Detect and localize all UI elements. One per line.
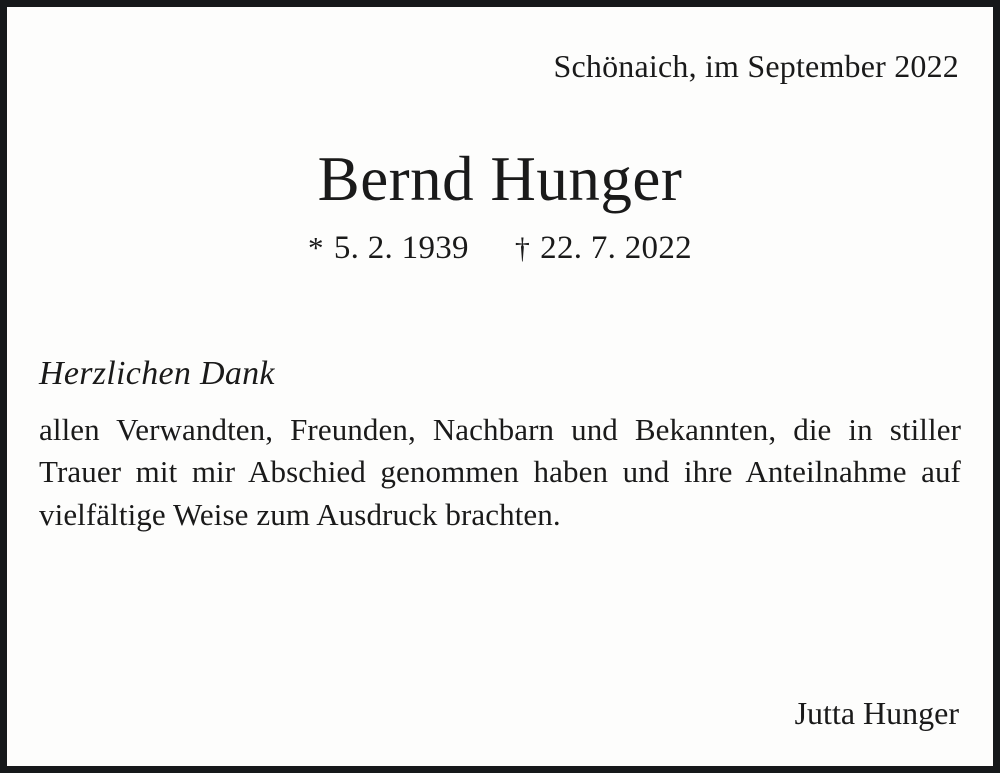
signature: Jutta Hunger: [794, 695, 959, 731]
death-date: 22. 7. 2022: [540, 230, 692, 267]
thanks-title: Herzlichen Dank: [39, 355, 275, 393]
life-dates: [39, 230, 961, 267]
name-block: [39, 146, 961, 267]
death-date-group: [515, 230, 692, 267]
asterisk-birth-icon: *: [308, 230, 324, 266]
birth-date-group: [308, 230, 469, 267]
thanks-body: allen Verwandten, Freunden, Nachbarn und Bekannten, die in stiller Trauer mit mir Abschied genommen haben und ihre Anteilnahme auf vielfältige Weise zum Ausdruck brachten.: [39, 412, 961, 532]
cross-dagger-icon: †: [514, 232, 531, 266]
thanks-block: [39, 355, 961, 535]
deceased-name: Bernd Hunger: [317, 144, 683, 215]
place-and-date: Schönaich, im September 2022: [553, 48, 959, 84]
birth-date: 5. 2. 1939: [333, 230, 469, 267]
